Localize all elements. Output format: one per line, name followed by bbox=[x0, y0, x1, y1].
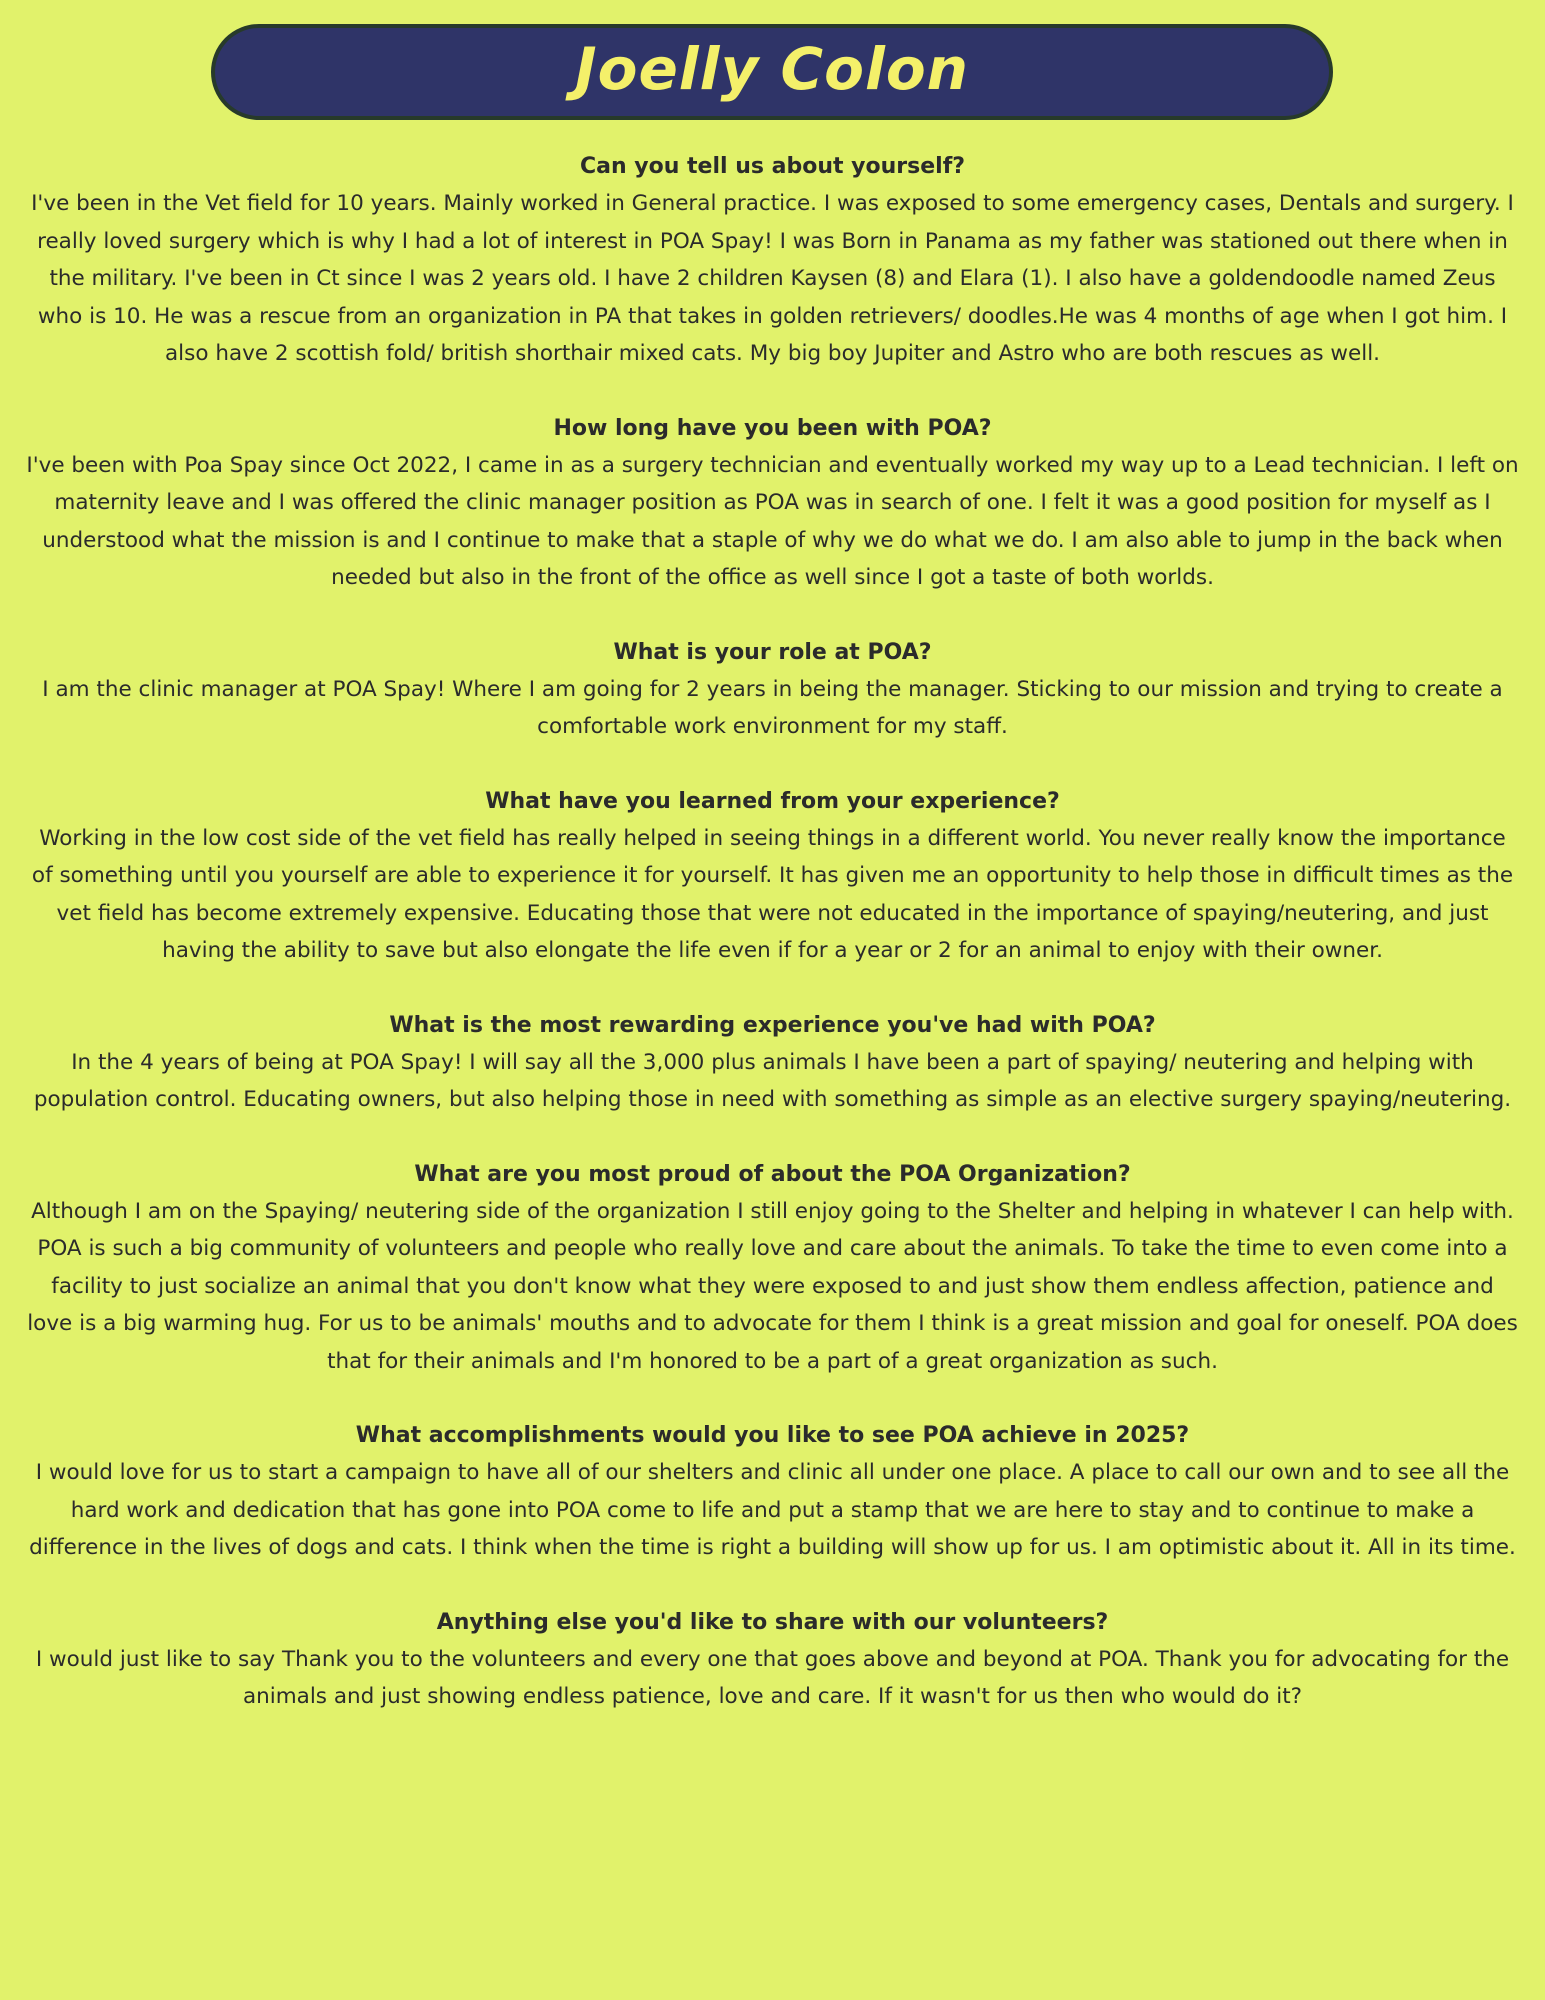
qa-item-anything-else bbox=[26, 1604, 1519, 1716]
answer: Working in the low cost side of the vet field has really helped in seeing things in a different world. You never really know the importance of something until you yourself are able to experience it for yourself. It has given me an opportunity to help those in difficult times as the vet field has become extremely expensive. Educating those that were not educated in the importance of spaying/neutering, and just having the ability to save but also elongate the life even if for a year or 2 for an animal to enjoy with their owner. bbox=[31, 825, 1514, 963]
qa-item-learned bbox=[26, 783, 1519, 970]
title-banner bbox=[211, 24, 1333, 120]
answer: I've been in the Vet field for 10 years. Mainly worked in General practice. I was exposed to some emergency cases, Dentals and surgery. I really loved surgery which is why I had a lot of interest in POA Spay! I was Born in Panama as my father was stationed out there when in the military. I've been in Ct since I was 2 years old. I have 2 children Kaysen (8) and Elara (1). I also have a goldendoodle named Zeus who is 10. He was a rescue from an organization in PA that takes in golden retrievers/ doodles.He was 4 months of age when I got him. I also have 2 scottish fold/ british shorthair mixed cats. My big boy Jupiter and Astro who are both rescues as well. bbox=[31, 191, 1514, 366]
qa-item-accomplishments bbox=[26, 1417, 1519, 1567]
question: How long have you been with POA? bbox=[553, 415, 992, 441]
qa-item-proud bbox=[26, 1156, 1519, 1381]
question: What is your role at POA? bbox=[613, 639, 932, 665]
question: What have you learned from your experience? bbox=[485, 788, 1060, 814]
answer: In the 4 years of being at POA Spay! I will say all the 3,000 plus animals I have been a part of spaying/ neutering and helping with population control. Educating owners, but also helping those in need with something as simple as an elective surgery spaying/neutering. bbox=[33, 1049, 1512, 1112]
question: What is the most rewarding experience you've had with POA? bbox=[389, 1012, 1156, 1038]
qa-item-role bbox=[26, 634, 1519, 746]
answer: Although I am on the Spaying/ neutering side of the organization I still enjoy going to the Shelter and helping in whatever I can help with. POA is such a big community of volunteers and people who really love and care about the animals. To take the time to even come into a facility to just socialize an animal that you don't know what they were exposed to and just show them endless affection, patience and love is a big warming hug. For us to be animals' mouths and to advocate for them I think is a great mission and goal for oneself. POA does that for their animals and I'm honored to be a part of a great organization as such. bbox=[27, 1198, 1518, 1374]
qa-item-about-yourself bbox=[26, 148, 1519, 373]
answer: I would just like to say Thank you to the volunteers and every one that goes above and beyond at POA. Thank you for advocating for the animals and just showing endless patience, love and care. If it wasn't for us then who would do it? bbox=[35, 1646, 1510, 1709]
answer: I would love for us to start a campaign to have all of our shelters and clinic all under one place. A place to call our own and to see all the hard work and dedication that has gone into POA come to life and put a stamp that we are here to stay and to continue to make a difference in the lives of dogs and cats. I think when the time is right a building will show up for us. I am optimistic about it. All in its time. bbox=[29, 1460, 1516, 1560]
answer: I am the clinic manager at POA Spay! Where I am going for 2 years in being the manager. Sticking to our mission and trying to create a comfortable work environment for my staff. bbox=[42, 676, 1503, 739]
qa-list bbox=[26, 148, 1519, 1753]
question: What are you most proud of about the POA Organization? bbox=[414, 1161, 1131, 1187]
qa-item-rewarding bbox=[26, 1007, 1519, 1119]
question: What accomplishments would you like to see POA achieve in 2025? bbox=[355, 1423, 1190, 1448]
answer: I've been with Poa Spay since Oct 2022, I came in as a surgery technician and eventually worked my way up to a Lead technician. I left on maternity leave and I was offered the clinic manager position as POA was in search of one. I felt it was a good position for myself as I understood what the mission is and I continue to make that a staple of why we do what we do. I am also able to jump in the back when needed but also in the front of the office as well since I got a taste of both worlds. bbox=[26, 452, 1519, 590]
question: Can you tell us about yourself? bbox=[579, 154, 966, 179]
question: Anything else you'd like to share with our volunteers? bbox=[436, 1609, 1109, 1635]
page-title: Joelly Colon bbox=[575, 35, 969, 103]
qa-item-how-long bbox=[26, 410, 1519, 597]
